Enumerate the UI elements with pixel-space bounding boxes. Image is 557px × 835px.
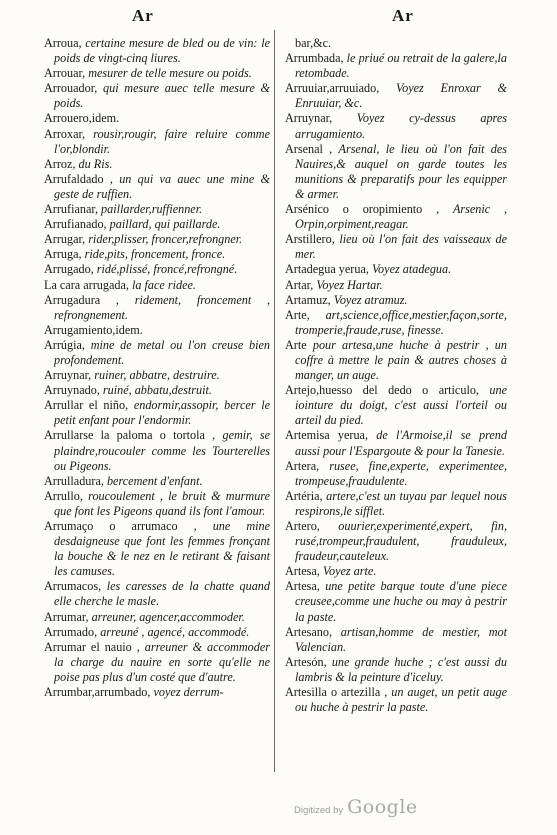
dictionary-entry <box>285 459 507 489</box>
running-head-right: Ar <box>392 6 414 25</box>
dictionary-entry <box>44 323 270 338</box>
dictionary-entry <box>285 519 507 564</box>
dictionary-entry <box>44 172 270 202</box>
dictionary-entry <box>285 142 507 202</box>
entry-definition: une grande huche ; c'est aussi du lambris & la peinture d'iceluy. <box>295 654 507 684</box>
entry-definition: art,science,office,mestier,façon,sorte, tromperie,fraude,ruse, finesse. <box>295 307 507 337</box>
entry-headword: Artamuz, <box>285 292 331 307</box>
entry-definition: de l'Armoise,il se prend aussi pour l'Espargoute & pour la Tanesie. <box>295 428 507 458</box>
entry-headword: Arrugado, <box>44 262 94 277</box>
entry-definition: paillard, qui paillarde. <box>109 217 221 232</box>
entry-definition: arreuné , agencé, accommodé. <box>100 624 250 639</box>
entry-headword: Arruga, <box>44 247 82 262</box>
entry-headword: Arte <box>285 337 307 352</box>
entry-headword: Arsenal , <box>285 141 333 156</box>
entry-headword: Arrouero,idem. <box>44 111 120 126</box>
dictionary-entry <box>44 66 270 81</box>
dictionary-entry <box>44 81 270 111</box>
entry-definition: une iointure du doigt, c'est aussi l'orteil ou arteil du pied. <box>295 383 507 428</box>
entry-headword: Arruynar, <box>285 111 333 126</box>
entry-headword: Arrugar, <box>44 232 86 247</box>
entry-definition: la face ridee. <box>131 277 196 292</box>
entry-headword: La cara arrugada, <box>44 277 129 292</box>
entry-headword: Arstillero, <box>285 232 335 247</box>
dictionary-entry <box>44 640 270 685</box>
dictionary-entry <box>44 157 270 172</box>
entry-headword: Arrumbada, <box>285 51 344 66</box>
entry-headword: Arte, <box>285 307 310 322</box>
running-head-left: Ar <box>132 6 154 25</box>
dictionary-entry <box>44 217 270 232</box>
dictionary-entry <box>44 202 270 217</box>
entry-definition: arreuner & accommoder la charge du nauire en sorte qu'elle ne poise pas plus d'un costé que d'autre. <box>54 639 270 684</box>
entry-headword: Artesón, <box>285 654 327 669</box>
entry-definition: lieu où l'on fait des vaisseaux de mer. <box>295 232 508 262</box>
dictionary-entry <box>44 338 270 368</box>
digitized-by-google-watermark <box>294 796 454 822</box>
entry-headword: Artesano, <box>285 624 333 639</box>
dictionary-entry <box>44 519 270 579</box>
entry-definition: Arsenic , Orpin,orpiment,reagar. <box>295 202 508 232</box>
dictionary-entry <box>285 655 507 685</box>
dictionary-entry <box>44 368 270 383</box>
dictionary-entry <box>44 398 270 428</box>
entry-definition: arreuner, agencer,accommoder. <box>91 609 245 624</box>
dictionary-entry <box>285 232 507 262</box>
left-column <box>44 36 270 700</box>
entry-definition: bercement d'enfant. <box>106 473 203 488</box>
entry-definition: le priué ou retrait de la galere,la retombade. <box>295 51 507 81</box>
entry-headword: Arruynado, <box>44 383 100 398</box>
entry-headword: Arsénico o oropimiento , <box>285 202 440 217</box>
column-divider <box>274 30 275 772</box>
entry-definition: Voyez atadegua. <box>371 262 452 277</box>
entry-headword: Artéria, <box>285 488 323 503</box>
dictionary-entry <box>285 262 507 277</box>
entry-headword: Artera, <box>285 458 320 473</box>
entry-headword: Arrumado, <box>44 624 98 639</box>
entry-headword: Arroz, <box>44 156 76 171</box>
entry-headword: Arrouar, <box>44 66 86 81</box>
dictionary-entry <box>44 610 270 625</box>
entry-headword: Artero, <box>285 519 320 533</box>
entry-headword: Arrullar el niño, <box>44 398 129 413</box>
dictionary-entry <box>44 232 270 247</box>
entry-definition: rider,plisser, froncer,refrongner. <box>88 232 243 247</box>
entry-definition: artisan,homme de mestier, mot Valencian. <box>295 624 507 654</box>
dictionary-entry <box>285 81 507 111</box>
dictionary-entry <box>285 685 507 715</box>
dictionary-entry <box>285 564 507 579</box>
right-column <box>285 36 507 715</box>
entry-headword: Artar, <box>285 277 314 292</box>
dictionary-entry <box>44 383 270 398</box>
entry-definition: ouurier,experimenté,expert, fin, rusé,trompeur,fraudulent, frauduleux, fraudeur,cauteleux. <box>295 519 507 564</box>
entry-headword: Artemisa yerua, <box>285 428 369 443</box>
dictionary-entry <box>44 293 270 323</box>
entry-headword: Arruynar, <box>44 368 92 383</box>
dictionary-entry <box>44 111 270 126</box>
entry-headword: Arrumacos, <box>44 579 102 594</box>
entry-headword: Artesa, <box>285 579 320 594</box>
entry-definition: une mine desdaigneuse que font les femmes fronçant la bouche & le nez en le retirant & faisant les camuses. <box>54 519 271 579</box>
entry-definition: mine de metal ou l'on creuse bien profondement. <box>54 337 271 367</box>
dictionary-entry <box>285 278 507 293</box>
entry-definition: endormir,assopir, bercer le petit enfant pour l'endormir. <box>54 398 270 428</box>
dictionary-entry <box>285 579 507 624</box>
digitized-label: Digitized by <box>294 805 344 816</box>
entry-headword: Arroxar, <box>44 126 86 141</box>
entry-definition: voyez derrum- <box>153 685 224 700</box>
dictionary-entry <box>285 111 507 141</box>
entry-definition: Voyez arte. <box>322 564 377 579</box>
entry-headword: bar,&c. <box>295 36 332 50</box>
dictionary-entry <box>285 293 507 308</box>
dictionary-entry <box>285 428 507 458</box>
entry-headword: Artadegua yerua, <box>285 262 369 277</box>
entry-definition: ridé,plissé, froncé,refrongné. <box>96 262 238 277</box>
dictionary-entry <box>285 383 507 428</box>
entry-definition: Voyez Enroxar & Enruuiar, &c. <box>295 81 507 111</box>
dictionary-entry <box>44 262 270 277</box>
entry-definition: artere,c'est un tuyau par lequel nous respirons,le sifflet. <box>295 488 508 518</box>
dictionary-entry <box>44 127 270 157</box>
dictionary-entry <box>285 308 507 338</box>
entry-headword: Arrumar, <box>44 609 89 624</box>
entry-definition: rusee, fine,experte, experimentee, trompeuse,fraudulente. <box>295 458 507 488</box>
entry-definition: Arsenal, le lieu où l'on fait des Nauires,& auquel on garde toutes les munitions & preparatifs pour les equipper & armer. <box>295 141 508 201</box>
dictionary-entry <box>44 36 270 66</box>
entry-definition: les caresses de la chatte quand elle cherche le masle. <box>54 579 270 609</box>
dictionary-entry <box>44 625 270 640</box>
entry-definition: une petite barque toute d'une piece creusee,comme une huche ou may à pestrir la paste. <box>295 579 507 624</box>
dictionary-entry <box>44 278 270 293</box>
entry-definition: qui mesure auec telle mesure & poids. <box>54 81 271 111</box>
entry-headword: Arrufianado, <box>44 217 107 232</box>
entry-headword: Artesilla o artezilla , <box>285 685 388 700</box>
entry-definition: ride,pits, froncement, fronce. <box>84 247 226 262</box>
entry-definition: mesurer de telle mesure ou poids. <box>88 66 252 81</box>
dictionary-entry <box>285 202 507 232</box>
entry-definition: Voyez Hartar. <box>316 277 383 292</box>
entry-definition: un auget, un petit auge ou huche à pestrir la paste. <box>295 685 507 715</box>
entry-definition: Voyez atramuz. <box>333 292 408 307</box>
entry-headword: Arrugamiento,idem. <box>44 322 143 337</box>
entry-definition: roucoulement , le bruit & murmure que font les Pigeons quand ils font l'amour. <box>54 488 271 518</box>
dictionary-entry <box>285 51 507 81</box>
entry-definition: ruiné, abbatu,destruit. <box>102 383 212 398</box>
entry-definition: paillarder,ruffienner. <box>101 202 203 217</box>
entry-definition: pour artesa,une huche à pestrir , un coffre à mettre le pain & autres choses à manger, un auge. <box>295 337 507 383</box>
entry-headword: Arrugadura , <box>44 292 119 307</box>
entry-headword: Arrumbar,arrumbado, <box>44 685 151 700</box>
dictionary-entry <box>44 247 270 262</box>
dictionary-entry <box>285 489 507 519</box>
entry-headword: Artejo,huesso del dedo o articulo, <box>285 383 479 398</box>
dictionary-entry <box>44 489 270 519</box>
entry-definition: ruiner, abbatre, destruire. <box>94 368 220 383</box>
entry-definition: un qui va auec une mine & geste de ruffien. <box>54 171 270 201</box>
entry-headword: Arrullo, <box>44 488 83 503</box>
entry-headword: Arrumaço o arrumaco , <box>44 519 197 533</box>
entry-headword: Artesa, <box>285 564 320 579</box>
entry-definition: rousir,rougir, faire reluire comme l'or,blondir. <box>54 126 270 156</box>
entry-headword: Arrulladura, <box>44 473 104 488</box>
entry-definition: gemir, se plaindre,roucouler comme les Tourterelles ou Pigeons. <box>54 428 271 473</box>
entry-headword: Arroua, <box>44 36 82 50</box>
entry-headword: Arrumar el nauio , <box>44 639 140 654</box>
entry-definition: du Ris. <box>78 156 113 171</box>
dictionary-entry <box>44 579 270 609</box>
entry-headword: Arruuiar,arruuiado, <box>285 81 380 96</box>
dictionary-entry <box>44 474 270 489</box>
entry-definition: certaine mesure de bled ou de vin: le poids de vingt-cinq liures. <box>54 36 270 66</box>
entry-headword: Arrullarse la paloma o tortola , <box>44 428 216 443</box>
entry-definition: ridement, froncement , refrongnement. <box>54 292 271 322</box>
dictionary-entry <box>285 625 507 655</box>
entry-definition: Voyez cy-dessus apres arrugamiento. <box>295 111 507 141</box>
dictionary-entry <box>285 338 507 383</box>
entry-headword: Arrufianar, <box>44 202 98 217</box>
entry-headword: Arrufaldado , <box>44 171 113 186</box>
dictionary-entry <box>44 428 270 473</box>
entry-headword: Arrúgia, <box>44 337 85 352</box>
entry-headword: Arrouador, <box>44 81 98 96</box>
dictionary-entry <box>285 36 507 51</box>
google-logo: Google <box>347 796 418 818</box>
dictionary-entry <box>44 685 270 700</box>
